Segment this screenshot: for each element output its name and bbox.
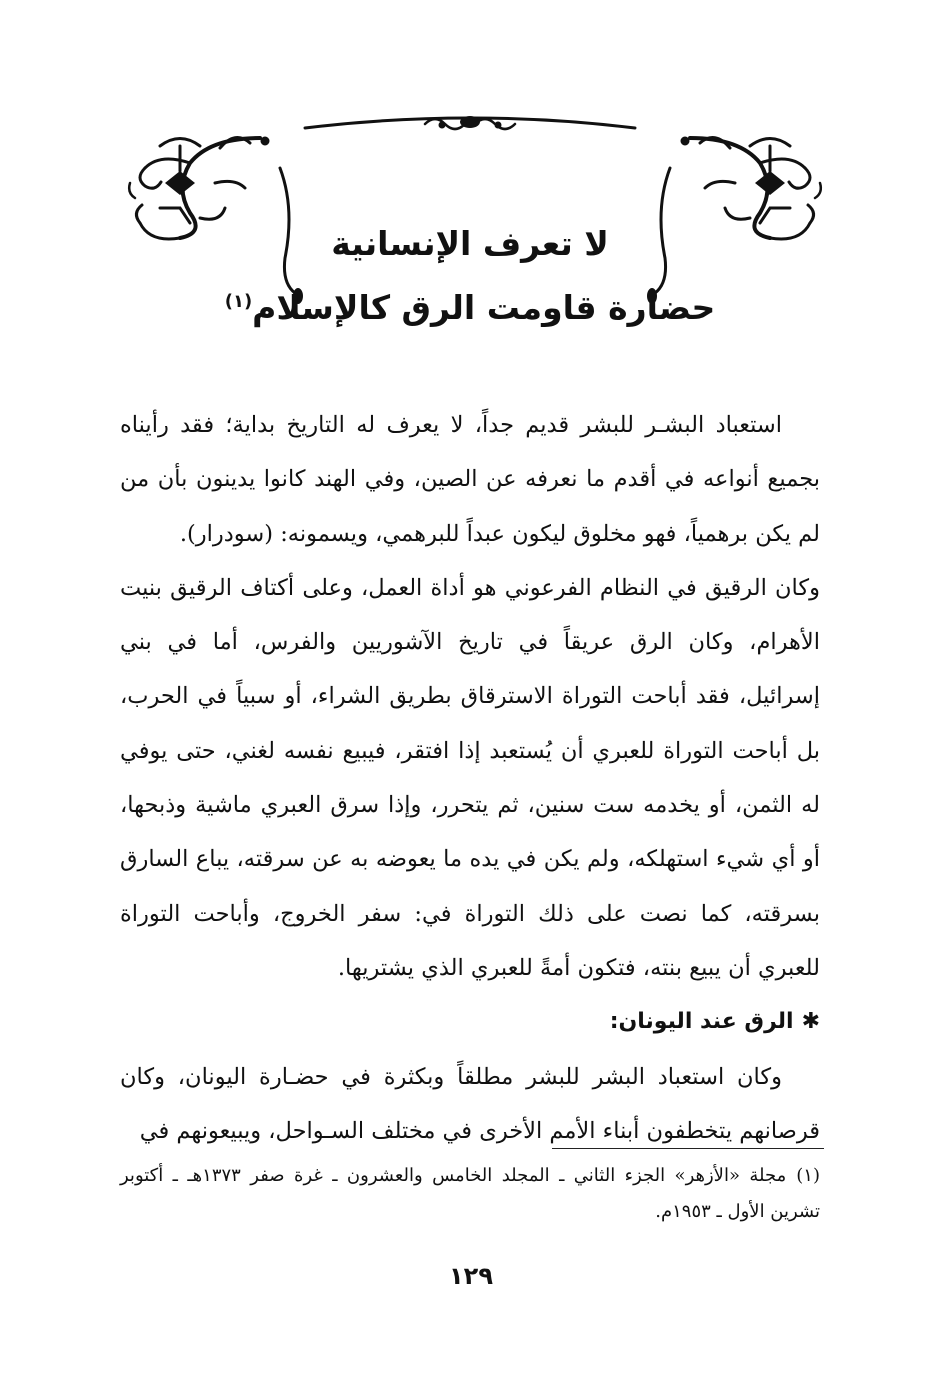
paragraph-2: وكان الرقيق في النظام الفرعوني هو أداة العمل، وعلى أكتاف الرقيق بنيت الأهرام، وكان الرق عريقاً في تاريخ الآشوريين والفرس، أما في بني إسرائيل، فقد أباحت التوراة الاسترقاق بطريق الشراء، أو سبياً في الحرب، بل أباحت التوراة للعبري أن يُستعبد إذا افتقر، فيبيع نفسه لغني، حتى يوفي له الثمن، أو يخدمه ست سنين، ثم يتحرر، وإذا سرق العبري ماشية وذبحها، أو أي شيء استهلكه، ولم يكن في يده ما يعوضه به عن سرقته، يباع السارق بسرقته، كما نصت على ذلك التوراة في: سفر الخروج، وأباحت التوراة للعبري أن يبيع بنته، فتكون أمةً للعبري الذي يشتريها. xyxy=(120,574,820,981)
title-footnote-ref: (١) xyxy=(224,291,253,312)
title-line-1: لا تعرف الإنسانية xyxy=(331,224,609,263)
footnote-divider xyxy=(552,1148,824,1149)
star-icon: ✱ xyxy=(801,1009,820,1035)
subheading-text: الرق عند اليونان: xyxy=(609,1009,794,1035)
footnote xyxy=(120,1158,820,1230)
footnote-text: مجلة «الأزهر» الجزء الثاني ـ المجلد الخامس والعشرون ـ غرة صفر ١٣٧٣هـ ـ أكتوبر تشرين الأول ـ ١٩٥٣م. xyxy=(120,1165,820,1222)
title-line-2-text: حضارة قاومت الرق كالإسلام xyxy=(252,288,716,327)
footnote-number: (١) xyxy=(796,1165,820,1186)
chapter-title xyxy=(180,215,760,337)
paragraph-1: استعباد البشـر للبشر قديم جداً، لا يعرف له التاريخ بداية؛ فقد رأيناه بجميع أنواعه في أقدم ما نعرفه عن الصين، وفي الهند كانوا يدينون بأن من لم يكن برهمياً، فهو مخلوق ليكون عبداً للبرهمي، ويسمونه: (سودرار). xyxy=(120,412,820,547)
title-line-2 xyxy=(180,273,760,337)
section-subheading xyxy=(120,995,820,1049)
paragraph-3: وكان استعباد البشر للبشر مطلقاً وبكثرة في حضـارة اليونان، وكان قرصانهم يتخطفون أبناء الأمم الأخرى في مختلف السـواحل، ويبيعونهم في xyxy=(120,1063,820,1144)
page-number: ١٢٩ xyxy=(449,1262,493,1290)
body-text xyxy=(120,398,820,1158)
